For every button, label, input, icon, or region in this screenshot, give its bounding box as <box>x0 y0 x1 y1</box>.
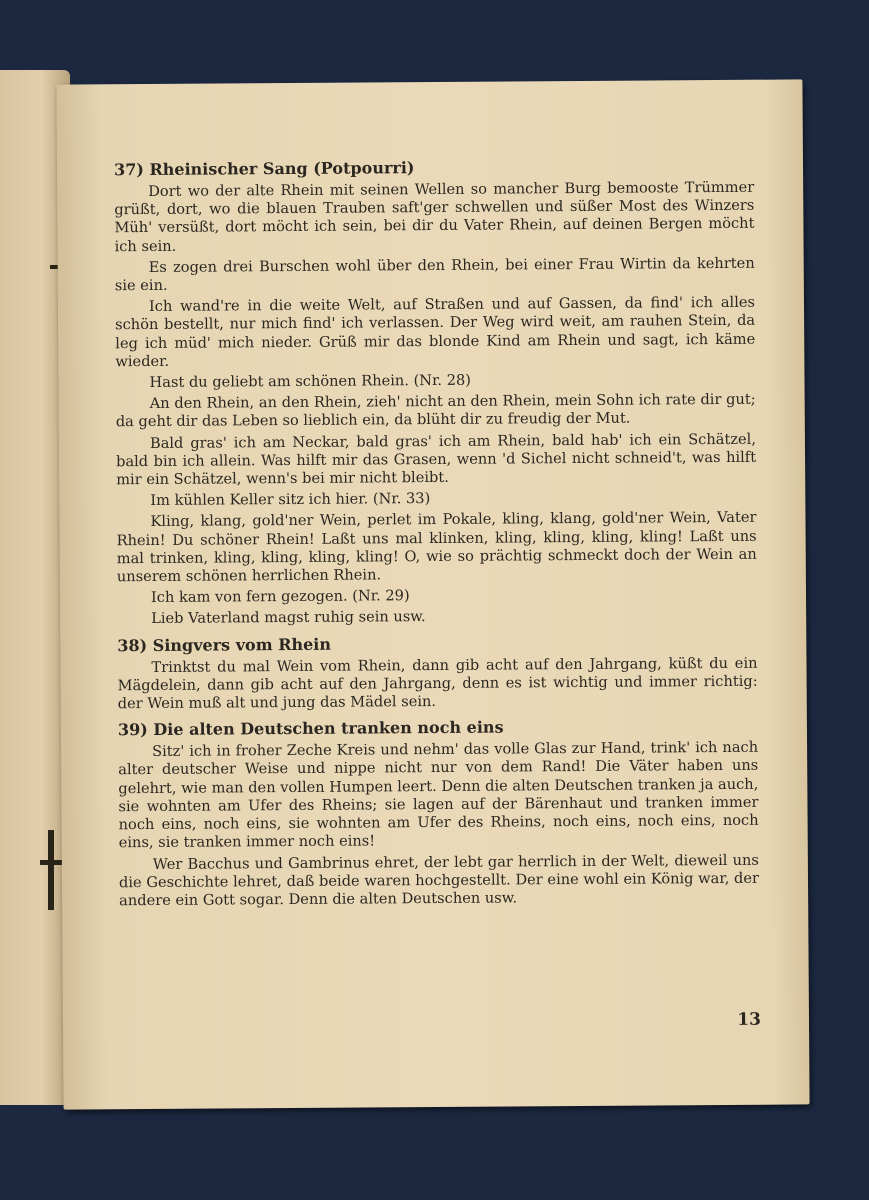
song-paragraph: Ich kam von fern gezogen. (Nr. 29) <box>150 587 410 607</box>
song-paragraph: Wer Bacchus und Gambrinus ehret, der lebt gar herrlich in der Welt, dieweil uns die Geschichte lehret, daß beide waren hochgestellt. Der eine wohl ein König war, der andere ein Gott sogar. Denn die alten Deutschen usw. <box>118 851 760 910</box>
song-paragraph: Trinktst du mal Wein vom Rhein, dann gib acht auf den Jahrgang, küßt du ein Mägdelein, dann gib acht auf den Jahrgang, denn es ist wichtig und immer richtig: der Wein muß alt und jung das Mädel sein. <box>117 654 758 713</box>
song-39 <box>118 715 759 910</box>
song-paragraph: Lieb Vaterland magst ruhig sein usw. <box>151 608 426 628</box>
song-paragraph: An den Rhein, an den Rhein, zieh' nicht an den Rhein, mein Sohn ich rate dir gut; da geht dir das Leben so lieblich ein, da blüht dir zu freudig der Mut. <box>115 390 756 431</box>
book-page <box>56 79 809 1109</box>
song-paragraph: Ich wand're in die weite Welt, auf Straßen und auf Gassen, da find' ich alles schön bestellt, nur mich find' ich verlassen. Der Weg wird weit, am rauhen Stein, da leg ich müd' mich nieder. Grüß mir das blonde Kind am Rhein und sagt, ich käme wieder. <box>115 293 756 371</box>
page-number: 13 <box>737 1009 762 1030</box>
song-37 <box>114 155 757 629</box>
stain-mark <box>48 830 54 910</box>
song-paragraph: Bald gras' ich am Neckar, bald gras' ich am Rhein, bald hab' ich ein Schätzel, bald bin ich allein. Was hilft mir das Grasen, wenn 'd Sichel nicht schneid't, was hilft mir ein Schätzel, wenn's bei mir nicht bleibt. <box>116 430 757 489</box>
song-heading: 39) Die alten Deutschen tranken noch eins <box>117 717 504 740</box>
song-paragraph: Sitz' ich in froher Zeche Kreis und nehm' das volle Glas zur Hand, trink' ich nach alter deutscher Weise und nippe nicht nur von dem Rand! Die Väter haben uns gelehrt, wie man den vollen Humpen leert. Denn die alten Deutschen tranken ja auch, sie wohnten am Ufer des Rheins; sie lagen auf der Bärenhaut und tranken immer noch eins, noch eins, sie wohnten am Ufer des Rheins, noch eins, noch eins, noch eins, sie tranken immer noch eins! <box>118 739 759 852</box>
song-paragraph: Kling, klang, gold'ner Wein, perlet im Pokale, kling, klang, gold'ner Wein, Vater Rhein! Du schöner Rhein! Laßt uns mal klinken, kling, kling, kling, kling! Laßt uns mal trinken, kling, kling, kling, kling! O, wie so prächtig schmeckt doch der Wein an unserem schönen herrlichen Rhein. <box>116 509 757 586</box>
song-heading: 38) Singvers vom Rhein <box>117 634 332 655</box>
song-paragraph: Es zogen drei Burschen wohl über den Rhein, bei einer Frau Wirtin da kehrten sie ein. <box>114 254 755 295</box>
page-content <box>114 155 759 917</box>
song-heading: 37) Rheinischer Sang (Potpourri) <box>113 158 415 180</box>
song-38 <box>117 630 758 713</box>
song-paragraph: Im kühlen Keller sitz ich hier. (Nr. 33) <box>150 490 431 510</box>
song-paragraph: Dort wo der alte Rhein mit seinen Wellen so mancher Burg bemooste Trümmer grüßt, dort, wo die blauen Trauben saft'ger schwellen und süßer Most des Winzers Müh' versüßt, dort möcht ich sein, bei dir du Vater Rhein, auf deinen Bergen möcht ich sein. <box>114 178 755 255</box>
song-paragraph: Hast du geliebt am schönen Rhein. (Nr. 28) <box>149 371 472 392</box>
